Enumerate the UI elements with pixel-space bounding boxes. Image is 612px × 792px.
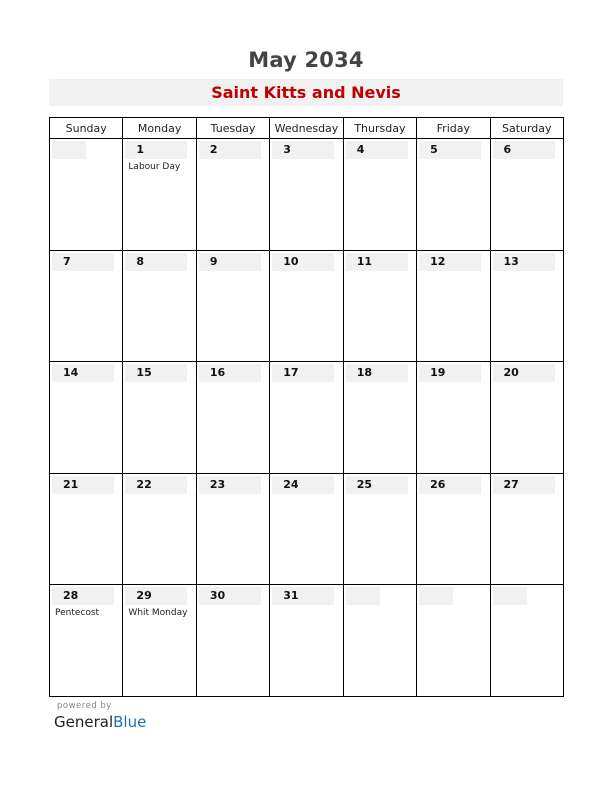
day-number: 8: [125, 253, 187, 271]
day-number: 28: [52, 587, 114, 605]
day-number: 29: [125, 587, 187, 605]
powered-by-text: powered by: [57, 701, 112, 711]
day-number: 4: [346, 141, 408, 159]
day-number: 12: [419, 253, 481, 271]
calendar-day-cell: [490, 250, 563, 362]
holiday-label: Whit Monday: [128, 608, 188, 619]
day-number: 11: [346, 253, 408, 271]
calendar-day-cell: [123, 362, 196, 474]
holiday-label: Labour Day: [128, 162, 181, 172]
day-number: 24: [272, 476, 334, 494]
day-number: [346, 587, 380, 605]
day-number: [493, 587, 527, 605]
calendar-day-cell: [270, 250, 343, 362]
calendar-week-row: [50, 139, 564, 251]
brand-name-blue: Blue: [113, 713, 147, 731]
country-banner: Saint Kitts and Nevis: [49, 79, 563, 106]
calendar-day-cell: [417, 362, 490, 474]
calendar-day-cell: [270, 362, 343, 474]
day-number: 1: [125, 141, 187, 159]
day-number: 16: [199, 364, 261, 382]
day-number: 13: [493, 253, 555, 271]
calendar-day-cell: [270, 585, 343, 697]
day-number: 14: [52, 364, 114, 382]
holiday-label: Pentecost: [55, 608, 100, 619]
calendar-day-cell: [50, 362, 123, 474]
calendar-day-cell: [343, 250, 416, 362]
calendar-day-cell: [196, 473, 269, 585]
calendar-grid: [49, 117, 564, 697]
calendar-day-cell: [343, 585, 416, 697]
day-number: 22: [125, 476, 187, 494]
day-number: 26: [419, 476, 481, 494]
calendar-week-row: [50, 362, 564, 474]
day-number: 27: [493, 476, 555, 494]
calendar-day-cell: [270, 473, 343, 585]
calendar-day-cell: [196, 139, 269, 251]
calendar-day-cell: [50, 250, 123, 362]
calendar-day-cell: [196, 250, 269, 362]
calendar-day-cell: [196, 362, 269, 474]
calendar-week-row: [50, 473, 564, 585]
calendar-day-cell: [490, 585, 563, 697]
page-title: May 2034: [248, 48, 364, 72]
weekday-tuesday: Tuesday: [196, 118, 269, 139]
calendar-day-cell: [417, 473, 490, 585]
day-number: 9: [199, 253, 261, 271]
calendar-day-cell: [490, 139, 563, 251]
calendar-day-cell: [196, 585, 269, 697]
day-number: 18: [346, 364, 408, 382]
day-number: 5: [419, 141, 481, 159]
day-number: 25: [346, 476, 408, 494]
calendar-day-cell: [123, 250, 196, 362]
calendar-day-cell: [417, 250, 490, 362]
weekday-monday: Monday: [123, 118, 196, 139]
calendar-day-cell: [123, 139, 196, 251]
weekday-header-row: [50, 118, 564, 139]
calendar-day-cell: [343, 139, 416, 251]
calendar-day-cell: [123, 585, 196, 697]
day-number: 23: [199, 476, 261, 494]
calendar-day-cell: [490, 473, 563, 585]
day-number: 3: [272, 141, 334, 159]
day-number: 21: [52, 476, 114, 494]
brand-name-general: General: [54, 713, 114, 731]
day-number: 2: [199, 141, 261, 159]
calendar-week-row: [50, 250, 564, 362]
day-number: 20: [493, 364, 555, 382]
calendar-day-cell: [270, 139, 343, 251]
day-number: [419, 587, 453, 605]
calendar-day-cell: [123, 473, 196, 585]
calendar-day-cell: [417, 139, 490, 251]
calendar-day-cell: [343, 362, 416, 474]
calendar-week-row: [50, 585, 564, 697]
day-number: 10: [272, 253, 334, 271]
day-number: 19: [419, 364, 481, 382]
calendar-day-cell: [490, 362, 563, 474]
brand-logo[interactable]: [54, 713, 146, 731]
weekday-thursday: Thursday: [343, 118, 416, 139]
day-number: 30: [199, 587, 261, 605]
day-number: 17: [272, 364, 334, 382]
weekday-friday: Friday: [417, 118, 490, 139]
day-number: [52, 141, 86, 159]
calendar-day-cell: [50, 139, 123, 251]
calendar-day-cell: [343, 473, 416, 585]
day-number: 7: [52, 253, 114, 271]
day-number: 15: [125, 364, 187, 382]
weekday-wednesday: Wednesday: [270, 118, 343, 139]
day-number: 6: [493, 141, 555, 159]
weekday-saturday: Saturday: [490, 118, 563, 139]
calendar-day-cell: [50, 585, 123, 697]
calendar-day-cell: [50, 473, 123, 585]
day-number: 31: [272, 587, 334, 605]
calendar-day-cell: [417, 585, 490, 697]
weekday-sunday: Sunday: [50, 118, 123, 139]
